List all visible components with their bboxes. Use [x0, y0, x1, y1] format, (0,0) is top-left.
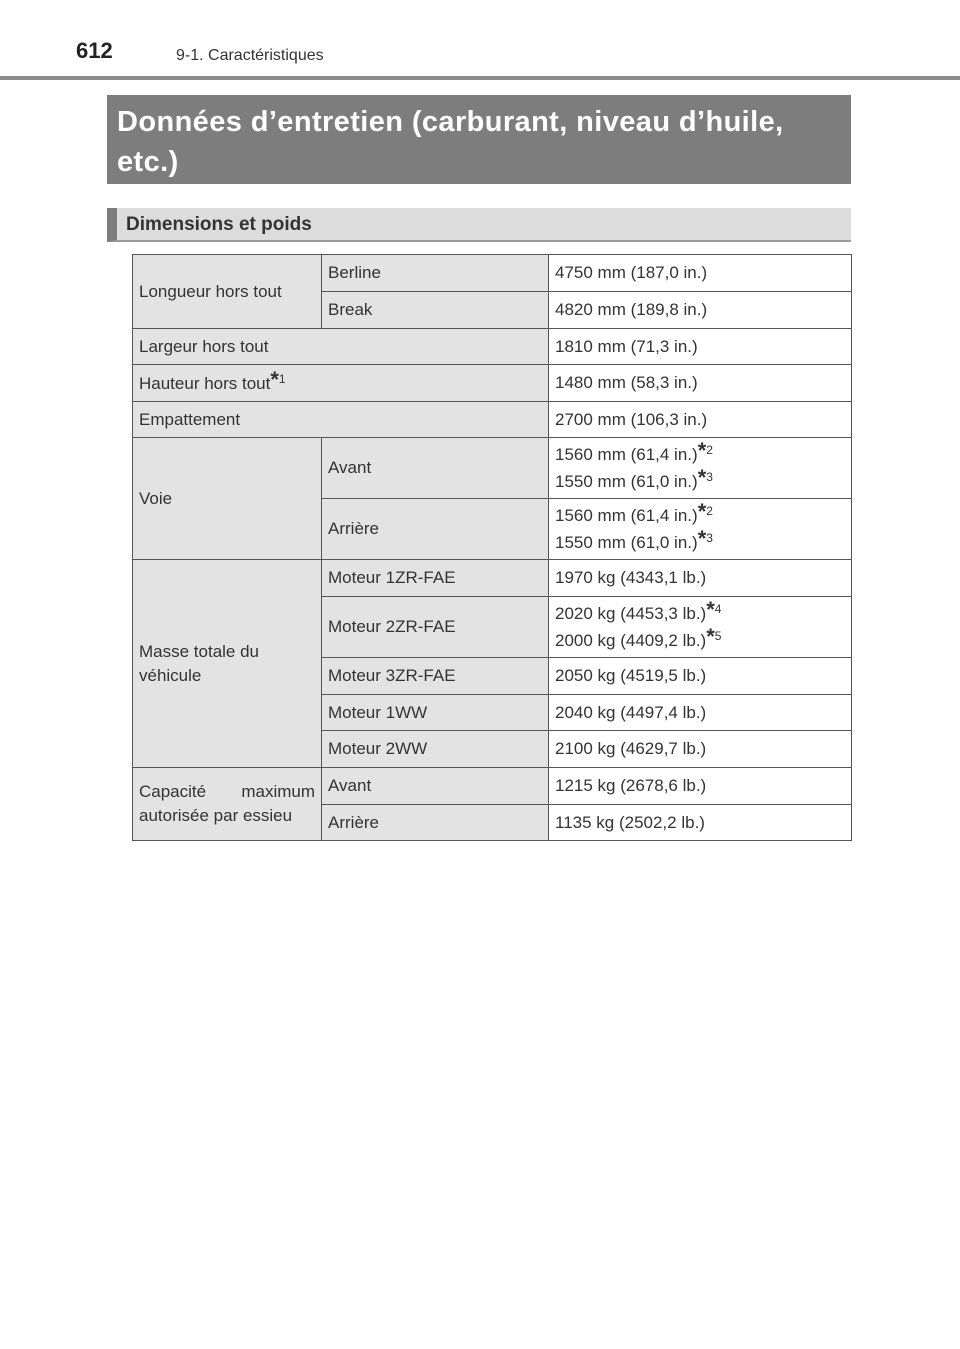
table-row: [133, 438, 852, 499]
value-hauteur: 1480 mm (58,3 in.): [549, 365, 852, 402]
hauteur-label-text: Hauteur hors tout: [139, 373, 271, 393]
footnote-ref: *5: [706, 624, 722, 649]
section-reference: 9-1. Caractéristiques: [176, 47, 324, 64]
sub-label-3zr: Moteur 3ZR-FAE: [322, 658, 549, 695]
page-number: 612: [76, 38, 113, 63]
row-label-empattement: Empattement: [133, 402, 549, 438]
sub-label-1ww: Moteur 1WW: [322, 695, 549, 731]
sub-label-voie-avant: Avant: [322, 438, 549, 499]
footnote-ref: *3: [697, 526, 713, 551]
value-berline: 4750 mm (187,0 in.): [549, 255, 852, 292]
row-label-capacite: Capacité maximum autorisée par essieu: [133, 768, 322, 841]
value-3zr: 2050 kg (4519,5 lb.): [549, 658, 852, 695]
value-1zr: 1970 kg (4343,1 lb.): [549, 560, 852, 597]
footnote-ref: *1: [270, 366, 286, 392]
sub-label-essieu-avant: Avant: [322, 768, 549, 805]
row-label-voie: Voie: [133, 438, 322, 560]
table-row: [133, 329, 852, 365]
sub-label-1zr: Moteur 1ZR-FAE: [322, 560, 549, 597]
table-row: [133, 560, 852, 597]
value-break: 4820 mm (189,8 in.): [549, 292, 852, 329]
value-voie-arriere: 1560 mm (61,4 in.)$^{*2}$ 1550 mm (61,0 in.)$^{*3}$: [549, 499, 852, 560]
table-row: [133, 402, 852, 438]
table-row: [133, 255, 852, 292]
page-title-line-2: etc.): [117, 146, 179, 178]
row-label-largeur: Largeur hors tout: [133, 329, 549, 365]
dimensions-weights-table: [132, 254, 852, 841]
page-title-line-1: Données d’entretien (carburant, niveau d’huile,: [117, 106, 784, 138]
footnote-ref: *2: [697, 438, 713, 463]
sub-label-voie-arriere: Arrière: [322, 499, 549, 560]
row-label-longueur: Longueur hors tout: [133, 255, 322, 329]
subsection-title: Dimensions et poids: [126, 214, 312, 235]
sub-label-2zr: Moteur 2ZR-FAE: [322, 597, 549, 658]
header-divider: [0, 76, 960, 80]
page-title-box: [107, 95, 851, 184]
table-row: [133, 768, 852, 805]
value-largeur: 1810 mm (71,3 in.): [549, 329, 852, 365]
row-label-masse: Masse totale du véhicule: [133, 560, 322, 768]
sub-label-essieu-arriere: Arrière: [322, 805, 549, 841]
value-empattement: 2700 mm (106,3 in.): [549, 402, 852, 438]
value-essieu-arriere: 1135 kg (2502,2 lb.): [549, 805, 852, 841]
row-label-hauteur: [133, 365, 549, 402]
sub-label-2ww: Moteur 2WW: [322, 731, 549, 768]
value-essieu-avant: 1215 kg (2678,6 lb.): [549, 768, 852, 805]
footnote-ref: *2: [697, 499, 713, 524]
sub-label-break: Break: [322, 292, 549, 329]
subsection-header: [107, 208, 851, 242]
footnote-ref: *4: [706, 597, 722, 622]
value-2ww: 2100 kg (4629,7 lb.): [549, 731, 852, 768]
table-row: [133, 365, 852, 402]
value-1ww: 2040 kg (4497,4 lb.): [549, 695, 852, 731]
value-2zr: 2020 kg (4453,3 lb.)$^{*4}$ 2000 kg (4409,2 lb.)$^{*5}$: [549, 597, 852, 658]
value-voie-avant: 1560 mm (61,4 in.)$^{*2}$ 1550 mm (61,0 in.)$^{*3}$: [549, 438, 852, 499]
footnote-ref: *3: [697, 465, 713, 490]
sub-label-berline: Berline: [322, 255, 549, 292]
